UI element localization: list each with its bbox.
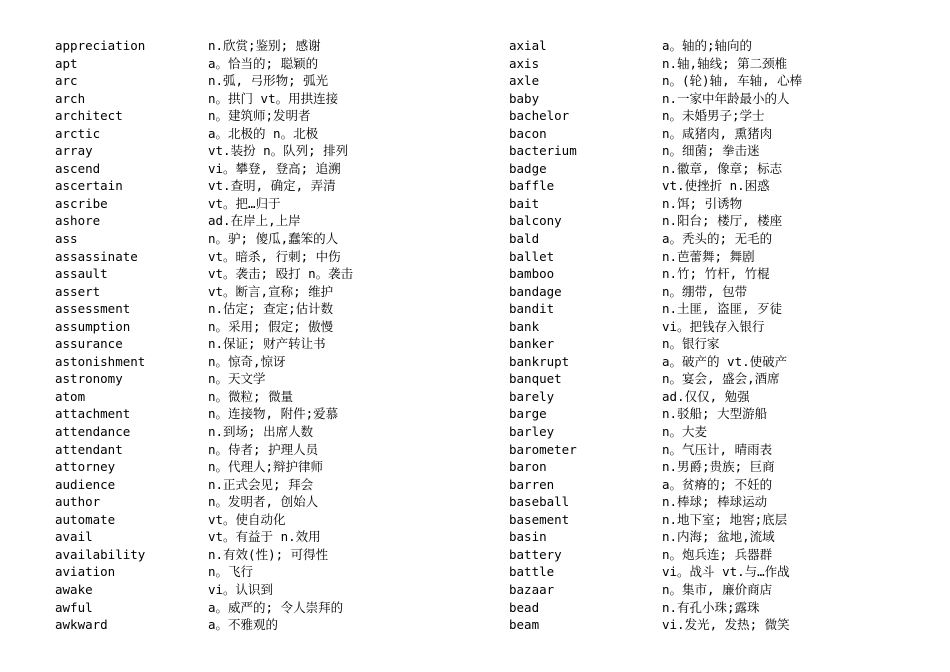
vocab-definition: n。宴会, 盛会,酒席 bbox=[662, 371, 780, 387]
vocab-entry bbox=[509, 476, 902, 494]
vocab-word: balcony bbox=[509, 213, 562, 229]
vocab-entry bbox=[55, 125, 438, 143]
vocab-definition: n.到场; 出席人数 bbox=[208, 424, 314, 440]
vocab-word: banker bbox=[509, 336, 555, 352]
vocab-word: badge bbox=[509, 160, 547, 176]
vocab-word: appreciation bbox=[55, 38, 146, 53]
vocab-entry bbox=[509, 388, 902, 406]
vocab-entry bbox=[509, 37, 902, 55]
vocab-entry bbox=[509, 563, 902, 581]
vocab-word: barley bbox=[509, 424, 555, 440]
vocab-entry bbox=[55, 388, 438, 406]
vocab-definition: n。炮兵连; 兵器群 bbox=[662, 546, 773, 562]
vocab-word: astonishment bbox=[55, 353, 146, 369]
vocab-definition: vt。把…归于 bbox=[208, 195, 281, 211]
right-column bbox=[509, 37, 902, 634]
left-column bbox=[55, 37, 438, 634]
vocab-word: bald bbox=[509, 231, 540, 247]
vocab-word: bandit bbox=[509, 301, 555, 317]
vocab-entry bbox=[55, 616, 438, 634]
vocab-word: ballet bbox=[509, 248, 555, 264]
vocab-definition: n。绷带, 包带 bbox=[662, 283, 748, 299]
vocab-word: ashore bbox=[55, 213, 101, 229]
vocab-word: bank bbox=[509, 318, 540, 334]
vocab-definition: vt。有益于 n.效用 bbox=[208, 529, 321, 545]
vocab-entry bbox=[509, 90, 902, 108]
vocab-entry bbox=[55, 248, 438, 266]
vocab-definition: n。大麦 bbox=[662, 424, 708, 440]
vocab-word: attorney bbox=[55, 459, 116, 475]
vocab-definition: n.有效(性); 可得性 bbox=[208, 546, 329, 562]
vocab-entry bbox=[55, 177, 438, 195]
vocab-entry bbox=[509, 107, 902, 125]
vocab-entry bbox=[55, 160, 438, 178]
vocab-definition: a。秃头的; 无毛的 bbox=[662, 231, 773, 247]
vocab-word: array bbox=[55, 143, 93, 159]
vocab-definition: n.有孔小珠;露珠 bbox=[662, 599, 760, 615]
vocab-definition: vt.使挫折 n.困惑 bbox=[662, 178, 770, 194]
vocab-entry bbox=[55, 107, 438, 125]
vocab-definition: n。发明者, 创始人 bbox=[208, 494, 319, 510]
vocab-word: awful bbox=[55, 599, 93, 615]
vocab-word: awake bbox=[55, 581, 93, 597]
vocab-definition: n。气压计, 晴雨表 bbox=[662, 441, 773, 457]
vocab-entry bbox=[55, 581, 438, 599]
vocab-word: awkward bbox=[55, 617, 108, 633]
vocab-word: bait bbox=[509, 195, 540, 211]
vocab-word: ascribe bbox=[55, 195, 108, 211]
vocab-definition: n.竹; 竹杆, 竹棍 bbox=[662, 266, 770, 282]
vocab-word: bacon bbox=[509, 125, 547, 141]
vocab-word: bacterium bbox=[509, 143, 577, 159]
vocab-entry bbox=[55, 37, 438, 55]
vocab-definition: vi.发光, 发热; 微笑 bbox=[662, 617, 790, 633]
vocab-entry bbox=[55, 353, 438, 371]
vocab-definition: n。驴; 傻瓜,蠢笨的人 bbox=[208, 231, 339, 247]
vocab-word: beam bbox=[509, 617, 540, 633]
vocab-word: bankrupt bbox=[509, 353, 570, 369]
vocab-entry bbox=[55, 511, 438, 529]
vocab-definition: vt.查明, 确定, 弄清 bbox=[208, 178, 336, 194]
vocab-word: baffle bbox=[509, 178, 555, 194]
vocab-word: assurance bbox=[55, 336, 123, 352]
vocab-entry bbox=[55, 528, 438, 546]
vocab-word: baron bbox=[509, 459, 547, 475]
vocab-definition: a。破产的 vt.使破产 bbox=[662, 353, 788, 369]
vocab-word: bamboo bbox=[509, 266, 555, 282]
vocab-definition: vt。暗杀, 行刺; 中伤 bbox=[208, 248, 341, 264]
vocab-entry bbox=[55, 318, 438, 336]
vocab-word: assumption bbox=[55, 318, 131, 334]
vocab-definition: n.估定; 查定;估计数 bbox=[208, 301, 334, 317]
vocab-entry bbox=[55, 493, 438, 511]
vocab-word: assert bbox=[55, 283, 101, 299]
vocab-entry bbox=[55, 546, 438, 564]
vocab-word: axle bbox=[509, 73, 540, 89]
vocab-definition: n。未婚男子;学士 bbox=[662, 108, 765, 124]
vocab-entry bbox=[509, 599, 902, 617]
vocab-word: bazaar bbox=[509, 581, 555, 597]
vocab-entry bbox=[509, 125, 902, 143]
vocab-entry bbox=[55, 283, 438, 301]
vocab-entry bbox=[509, 72, 902, 90]
vocab-entry bbox=[509, 546, 902, 564]
vocab-word: battery bbox=[509, 546, 562, 562]
vocab-definition: vt。袭击; 殴打 n。袭击 bbox=[208, 266, 354, 282]
vocab-definition: n.棒球; 棒球运动 bbox=[662, 494, 768, 510]
vocab-entry bbox=[509, 616, 902, 634]
vocab-word: arc bbox=[55, 73, 78, 89]
vocab-definition: n.男爵;贵族; 巨商 bbox=[662, 459, 775, 475]
vocab-entry bbox=[55, 405, 438, 423]
vocab-word: basin bbox=[509, 529, 547, 545]
vocab-entry bbox=[55, 230, 438, 248]
vocab-entry bbox=[55, 599, 438, 617]
vocab-definition: n。集市, 廉价商店 bbox=[662, 581, 773, 597]
vocab-definition: n.内海; 盆地,流域 bbox=[662, 529, 775, 545]
vocab-entry bbox=[55, 195, 438, 213]
vocab-word: barely bbox=[509, 388, 555, 404]
vocab-word: ascertain bbox=[55, 178, 123, 194]
vocab-entry bbox=[55, 335, 438, 353]
vocab-definition: vi。攀登, 登高; 追溯 bbox=[208, 160, 341, 176]
vocab-word: barometer bbox=[509, 441, 577, 457]
vocab-entry bbox=[509, 55, 902, 73]
vocab-entry bbox=[509, 300, 902, 318]
vocab-word: architect bbox=[55, 108, 123, 124]
vocab-entry bbox=[55, 90, 438, 108]
vocab-entry bbox=[509, 511, 902, 529]
vocab-definition: a。轴的;轴向的 bbox=[662, 38, 753, 53]
vocab-definition: n.土匪, 盗匪, 歹徒 bbox=[662, 301, 783, 317]
vocab-definition: vi。把钱存入银行 bbox=[662, 318, 765, 334]
vocab-word: barge bbox=[509, 406, 547, 422]
vocab-word: bachelor bbox=[509, 108, 570, 124]
vocab-definition: n。天文学 bbox=[208, 371, 266, 387]
vocab-entry bbox=[509, 195, 902, 213]
vocab-entry bbox=[509, 581, 902, 599]
vocab-definition: n.地下室; 地窖;底层 bbox=[662, 511, 788, 527]
vocab-word: barren bbox=[509, 476, 555, 492]
vocab-entry bbox=[509, 318, 902, 336]
vocab-definition: n。侍者; 护理人员 bbox=[208, 441, 319, 457]
vocab-entry bbox=[509, 458, 902, 476]
vocab-definition: vt.装扮 n。队列; 排列 bbox=[208, 143, 349, 159]
vocab-word: automate bbox=[55, 511, 116, 527]
vocab-word: attendant bbox=[55, 441, 123, 457]
vocab-word: axial bbox=[509, 38, 547, 53]
vocab-definition: n。连接物, 附件;爱慕 bbox=[208, 406, 339, 422]
vocab-definition: n.轴,轴线; 第二颈椎 bbox=[662, 55, 788, 71]
vocab-word: assessment bbox=[55, 301, 131, 317]
vocab-definition: ad.仅仅, 勉强 bbox=[662, 388, 750, 404]
vocab-word: assassinate bbox=[55, 248, 138, 264]
vocab-entry bbox=[55, 55, 438, 73]
vocab-definition: n.饵; 引诱物 bbox=[662, 195, 743, 211]
vocab-definition: n.弧, 弓形物; 弧光 bbox=[208, 73, 329, 89]
vocab-entry bbox=[509, 528, 902, 546]
vocab-word: astronomy bbox=[55, 371, 123, 387]
vocab-definition: n。微粒; 微量 bbox=[208, 388, 294, 404]
vocab-entry bbox=[509, 370, 902, 388]
vocab-definition: n。惊奇,惊讶 bbox=[208, 353, 286, 369]
vocab-word: arch bbox=[55, 90, 86, 106]
vocab-definition: n。(轮)轴, 车轴, 心棒 bbox=[662, 73, 803, 89]
vocab-entry bbox=[55, 458, 438, 476]
vocab-word: basement bbox=[509, 511, 570, 527]
vocab-word: apt bbox=[55, 55, 78, 71]
vocab-definition: a。不雅观的 bbox=[208, 617, 279, 633]
vocab-definition: n.保证; 财产转让书 bbox=[208, 336, 326, 352]
vocab-entry bbox=[55, 441, 438, 459]
vocab-entry bbox=[55, 72, 438, 90]
vocab-definition: n。拱门 vt。用拱连接 bbox=[208, 90, 339, 106]
vocab-word: aviation bbox=[55, 564, 116, 580]
vocab-word: baseball bbox=[509, 494, 570, 510]
vocab-word: battle bbox=[509, 564, 555, 580]
vocab-definition: n.正式会见; 拜会 bbox=[208, 476, 314, 492]
vocab-word: availability bbox=[55, 546, 146, 562]
vocab-word: attendance bbox=[55, 424, 131, 440]
vocab-definition: n。细菌; 拳击迷 bbox=[662, 143, 760, 159]
vocab-word: author bbox=[55, 494, 101, 510]
vocab-entry bbox=[55, 265, 438, 283]
vocab-entry bbox=[509, 353, 902, 371]
vocab-definition: n。采用; 假定; 傲慢 bbox=[208, 318, 334, 334]
vocab-word: avail bbox=[55, 529, 93, 545]
vocab-definition: vt。使自动化 bbox=[208, 511, 286, 527]
vocab-definition: a。威严的; 令人崇拜的 bbox=[208, 599, 344, 615]
vocab-definition: n.驳船; 大型游船 bbox=[662, 406, 768, 422]
vocab-word: bead bbox=[509, 599, 540, 615]
vocab-definition: a。北极的 n。北极 bbox=[208, 125, 319, 141]
vocab-word: baby bbox=[509, 90, 540, 106]
vocab-definition: ad.在岸上,上岸 bbox=[208, 213, 301, 229]
vocab-entry bbox=[509, 493, 902, 511]
vocab-word: attachment bbox=[55, 406, 131, 422]
vocab-entry bbox=[55, 563, 438, 581]
vocab-definition: a。贫瘠的; 不妊的 bbox=[662, 476, 773, 492]
vocab-entry bbox=[509, 423, 902, 441]
vocab-word: banquet bbox=[509, 371, 562, 387]
vocab-entry bbox=[55, 212, 438, 230]
vocab-definition: n。咸猪肉, 熏猪肉 bbox=[662, 125, 773, 141]
vocab-word: audience bbox=[55, 476, 116, 492]
vocab-definition: n.欣赏;鉴别; 感谢 bbox=[208, 38, 321, 53]
vocab-definition: n。建筑师;发明者 bbox=[208, 108, 311, 124]
vocab-entry bbox=[55, 300, 438, 318]
vocab-entry bbox=[55, 370, 438, 388]
vocab-entry bbox=[55, 423, 438, 441]
vocab-entry bbox=[509, 283, 902, 301]
vocab-word: atom bbox=[55, 388, 86, 404]
vocab-definition: n.阳台; 楼厅, 楼座 bbox=[662, 213, 783, 229]
vocab-word: arctic bbox=[55, 125, 101, 141]
vocab-word: bandage bbox=[509, 283, 562, 299]
vocab-entry bbox=[509, 230, 902, 248]
vocab-entry bbox=[509, 142, 902, 160]
vocab-entry bbox=[509, 265, 902, 283]
vocab-definition: vt。断言,宣称; 维护 bbox=[208, 283, 334, 299]
vocab-entry bbox=[509, 248, 902, 266]
vocab-definition: n.一家中年龄最小的人 bbox=[662, 90, 790, 106]
vocab-entry bbox=[55, 142, 438, 160]
vocab-definition: n.徽章, 像章; 标志 bbox=[662, 160, 783, 176]
vocab-definition: vi。认识到 bbox=[208, 581, 274, 597]
vocab-word: ass bbox=[55, 231, 78, 247]
vocab-definition: n。代理人;辩护律师 bbox=[208, 459, 324, 475]
vocab-entry bbox=[509, 177, 902, 195]
vocab-entry bbox=[509, 335, 902, 353]
vocab-word: axis bbox=[509, 55, 540, 71]
vocab-entry bbox=[509, 212, 902, 230]
vocab-definition: a。恰当的; 聪颖的 bbox=[208, 55, 319, 71]
vocab-entry bbox=[509, 441, 902, 459]
vocab-definition: n。飞行 bbox=[208, 564, 254, 580]
vocab-entry bbox=[55, 476, 438, 494]
vocab-word: ascend bbox=[55, 160, 101, 176]
vocab-word: assault bbox=[55, 266, 108, 282]
vocab-definition: n。银行家 bbox=[662, 336, 720, 352]
vocab-entry bbox=[509, 405, 902, 423]
vocab-definition: vi。战斗 vt.与…作战 bbox=[662, 564, 790, 580]
vocab-definition: n.芭蕾舞; 舞剧 bbox=[662, 248, 755, 264]
vocab-entry bbox=[509, 160, 902, 178]
